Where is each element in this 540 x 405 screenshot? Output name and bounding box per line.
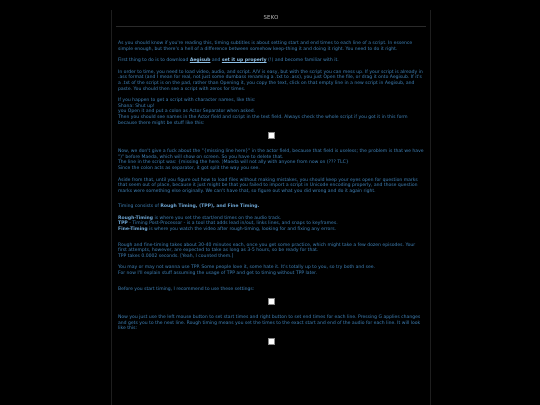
actor-field-line-2: The line in the script was: {missing the here. )Maeda will not ally with anyone from now on (??? TLC} xyxy=(118,160,349,166)
page-title: SEKO xyxy=(116,10,426,27)
definition-fine-timing-text: is where you watch the video after rough-timing, looking for and fixing any errors. xyxy=(147,227,337,233)
definition-fine-timing xyxy=(118,227,424,233)
broken-image-icon xyxy=(268,132,275,139)
intro-paragraph: As you should know if you're reading this, timing subtitles is about setting start and end times to each line of a script. In essence simple enough, but there's a hell of a difference between somehow keep-thing it and doing it right. You need to do it right. xyxy=(118,41,413,52)
definition-tpp-text: - Timing Post-Processor - is a tool that adds lead in/out, links lines, and snaps to keyframes. xyxy=(127,221,338,227)
download-text-mid: and xyxy=(210,58,222,64)
names-line-1: If you happen to get a script with character names, like this: xyxy=(118,98,256,104)
names-line-2: Shana: Shut up! xyxy=(118,103,155,109)
duration-line-1: Rough and fine-timing takes about 30-40 minutes each, once you get some practice, which might take a few dozen episodes. Your first attempts, however, are expected to take as long as 3-5 hours, so be ready for that. xyxy=(118,242,416,254)
tpp-choice-line-1: You may or may not wanna use TPP. Some people love it, some hate it. It's totally up to you, so try both and see. xyxy=(118,265,376,271)
broken-image-icon xyxy=(268,338,275,345)
article-body xyxy=(112,27,430,345)
term-tpp: TPP xyxy=(118,221,128,227)
setup-link[interactable]: set it up properly xyxy=(221,58,267,64)
actor-field-line-3: Since the colon acts as separator, it got split the way you see. xyxy=(118,165,260,171)
term-fine-timing: Fine-Timing xyxy=(118,227,148,233)
term-rough-timing: Rough-Timing xyxy=(118,215,154,221)
definition-rough-timing-text: is where you set the start/end times on the audio track. xyxy=(153,215,282,221)
download-text-post: (!) and become familiar with it. xyxy=(266,58,339,64)
aegisub-link[interactable]: Aegisub xyxy=(189,58,211,64)
timing-intro-bold: Rough Timing, (TPP), and Fine Timing. xyxy=(160,204,260,210)
timing-intro-text: Timing consists of xyxy=(118,204,161,210)
broken-image-icon xyxy=(268,298,275,305)
duration-line-2: TPP takes 0.0002 seconds. [Yeah, I counted them.] xyxy=(118,253,234,259)
names-line-3: you Open it and put a colon as Actor Separator when asked. xyxy=(118,109,256,115)
settings-paragraph: Before you start timing, I recommend to use these settings: xyxy=(118,286,255,292)
tpp-choice-line-2: For now I'll explain stuff assuming the usage of TPP and get to timing without TPP later. xyxy=(118,271,318,277)
actor-field-line-1: Now, we don't give a fuck about the "{missing line here}" in the actor field, because that field is useless; the problem is that we have ")" before Maeda, which will show on screen. So you have to delete that. xyxy=(118,149,424,160)
loading-paragraph: In order to time, you need to load video, audio, and script. A/V is easy, but with the script you can mess up. If your script is already in .ass format (and I mean for real, not just some dumbass renaming a .txt to .ass), you just Open the file, or drag it onto Aegisub. If it's a .txt of the script is on the pad, rather than Opening it, you copy the text, click on that empty line in a new script in Aegisub, and paste. You should then see a script with zeros for times. xyxy=(118,69,423,92)
download-text-pre: First thing to do is to download xyxy=(118,58,190,64)
download-paragraph xyxy=(118,58,424,64)
article-container xyxy=(111,10,431,405)
names-line-4: Then you should see names in the Actor field and script in the text field. Always check the whole script if you got it in this form because there might be stuff like this: xyxy=(118,114,408,126)
timing-intro xyxy=(118,204,424,210)
mouse-timing-paragraph: Now you just use the left mouse button to set start times and right button to set end times for each line. Pressing G applies changes and gets you to the next line. Rough timing means you set the times to the exact start and end of the audio for each line. It will look like this: xyxy=(118,315,421,332)
encoding-paragraph: Aside from that, until you figure out how to load files without making mistakes, you should keep your eyes open for question marks that seem out of place, because it just might be that you failed to import a script in Unicode encoding properly, and those question marks were something else originally. We can't have that, so figure out what you did wrong and do it again right. xyxy=(118,177,418,194)
